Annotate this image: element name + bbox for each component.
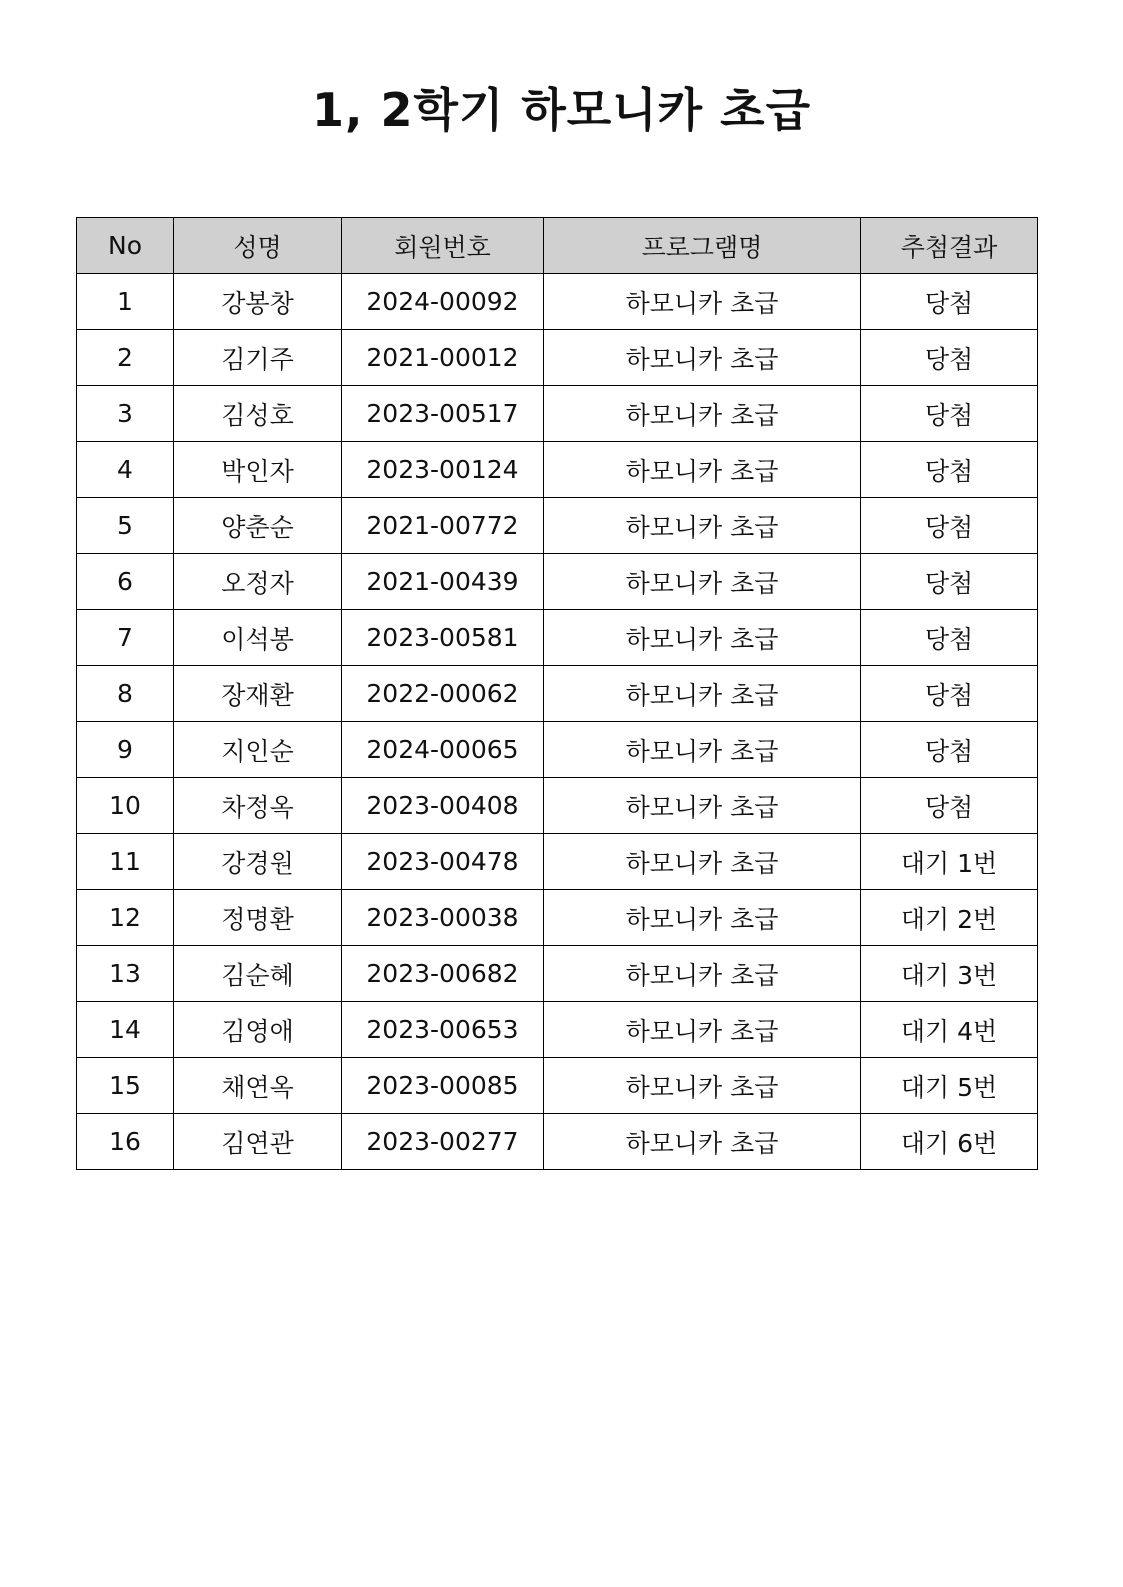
- cell-no: 12: [77, 890, 174, 946]
- cell-result: 대기 4번: [861, 1002, 1038, 1058]
- cell-no: 6: [77, 554, 174, 610]
- table-row: [77, 386, 1038, 442]
- table-row: [77, 666, 1038, 722]
- header-no: No: [77, 218, 174, 274]
- cell-no: 14: [77, 1002, 174, 1058]
- cell-member-id: 2023-00581: [342, 610, 544, 666]
- table-row: [77, 778, 1038, 834]
- cell-result: 대기 6번: [861, 1114, 1038, 1170]
- header-member-id: 회원번호: [342, 218, 544, 274]
- cell-program: 하모니카 초급: [544, 274, 861, 330]
- table-row: [77, 498, 1038, 554]
- cell-program: 하모니카 초급: [544, 498, 861, 554]
- table-row: [77, 946, 1038, 1002]
- cell-result: 대기 3번: [861, 946, 1038, 1002]
- lottery-result-table: [76, 217, 1038, 1170]
- cell-program: 하모니카 초급: [544, 1114, 861, 1170]
- cell-member-id: 2023-00408: [342, 778, 544, 834]
- cell-result: 당첨: [861, 330, 1038, 386]
- cell-name: 박인자: [174, 442, 342, 498]
- cell-result: 당첨: [861, 386, 1038, 442]
- cell-member-id: 2023-00653: [342, 1002, 544, 1058]
- cell-member-id: 2024-00092: [342, 274, 544, 330]
- table-row: [77, 1002, 1038, 1058]
- cell-program: 하모니카 초급: [544, 722, 861, 778]
- table-row: [77, 1058, 1038, 1114]
- cell-program: 하모니카 초급: [544, 834, 861, 890]
- cell-name: 오정자: [174, 554, 342, 610]
- cell-member-id: 2024-00065: [342, 722, 544, 778]
- cell-member-id: 2021-00439: [342, 554, 544, 610]
- cell-program: 하모니카 초급: [544, 666, 861, 722]
- cell-name: 강경원: [174, 834, 342, 890]
- cell-no: 15: [77, 1058, 174, 1114]
- cell-result: 당첨: [861, 610, 1038, 666]
- cell-result: 당첨: [861, 722, 1038, 778]
- header-program: 프로그램명: [544, 218, 861, 274]
- cell-result: 당첨: [861, 778, 1038, 834]
- cell-no: 16: [77, 1114, 174, 1170]
- cell-member-id: 2023-00517: [342, 386, 544, 442]
- table-row: [77, 554, 1038, 610]
- table-header-row: [77, 218, 1038, 274]
- cell-program: 하모니카 초급: [544, 554, 861, 610]
- table-body: [77, 274, 1038, 1170]
- table-row: [77, 1114, 1038, 1170]
- cell-no: 3: [77, 386, 174, 442]
- cell-no: 10: [77, 778, 174, 834]
- cell-no: 4: [77, 442, 174, 498]
- cell-program: 하모니카 초급: [544, 946, 861, 1002]
- cell-member-id: 2021-00772: [342, 498, 544, 554]
- cell-program: 하모니카 초급: [544, 890, 861, 946]
- cell-name: 채연옥: [174, 1058, 342, 1114]
- cell-program: 하모니카 초급: [544, 386, 861, 442]
- table-row: [77, 274, 1038, 330]
- table-row: [77, 834, 1038, 890]
- cell-program: 하모니카 초급: [544, 442, 861, 498]
- cell-program: 하모니카 초급: [544, 610, 861, 666]
- cell-no: 11: [77, 834, 174, 890]
- cell-no: 7: [77, 610, 174, 666]
- cell-name: 지인순: [174, 722, 342, 778]
- cell-program: 하모니카 초급: [544, 1058, 861, 1114]
- cell-name: 차정옥: [174, 778, 342, 834]
- cell-no: 9: [77, 722, 174, 778]
- cell-name: 김순혜: [174, 946, 342, 1002]
- cell-member-id: 2022-00062: [342, 666, 544, 722]
- header-name: 성명: [174, 218, 342, 274]
- cell-result: 당첨: [861, 666, 1038, 722]
- cell-name: 장재환: [174, 666, 342, 722]
- cell-result: 당첨: [861, 274, 1038, 330]
- cell-no: 13: [77, 946, 174, 1002]
- cell-result: 당첨: [861, 442, 1038, 498]
- cell-no: 1: [77, 274, 174, 330]
- table-row: [77, 722, 1038, 778]
- cell-name: 김연관: [174, 1114, 342, 1170]
- cell-result: 대기 2번: [861, 890, 1038, 946]
- cell-member-id: 2023-00124: [342, 442, 544, 498]
- cell-program: 하모니카 초급: [544, 330, 861, 386]
- cell-name: 김성호: [174, 386, 342, 442]
- cell-program: 하모니카 초급: [544, 1002, 861, 1058]
- cell-name: 김기주: [174, 330, 342, 386]
- cell-no: 8: [77, 666, 174, 722]
- table-row: [77, 330, 1038, 386]
- cell-name: 양춘순: [174, 498, 342, 554]
- cell-name: 강봉창: [174, 274, 342, 330]
- cell-result: 당첨: [861, 498, 1038, 554]
- cell-member-id: 2023-00085: [342, 1058, 544, 1114]
- cell-member-id: 2023-00038: [342, 890, 544, 946]
- cell-member-id: 2023-00478: [342, 834, 544, 890]
- cell-no: 5: [77, 498, 174, 554]
- cell-member-id: 2021-00012: [342, 330, 544, 386]
- table-row: [77, 890, 1038, 946]
- header-result: 추첨결과: [861, 218, 1038, 274]
- cell-member-id: 2023-00277: [342, 1114, 544, 1170]
- page-title: 1, 2학기 하모니카 초급: [311, 83, 812, 137]
- cell-name: 정명환: [174, 890, 342, 946]
- cell-program: 하모니카 초급: [544, 778, 861, 834]
- table-row: [77, 610, 1038, 666]
- cell-result: 대기 1번: [861, 834, 1038, 890]
- cell-name: 이석봉: [174, 610, 342, 666]
- cell-result: 당첨: [861, 554, 1038, 610]
- cell-result: 대기 5번: [861, 1058, 1038, 1114]
- cell-name: 김영애: [174, 1002, 342, 1058]
- table-row: [77, 442, 1038, 498]
- cell-member-id: 2023-00682: [342, 946, 544, 1002]
- cell-no: 2: [77, 330, 174, 386]
